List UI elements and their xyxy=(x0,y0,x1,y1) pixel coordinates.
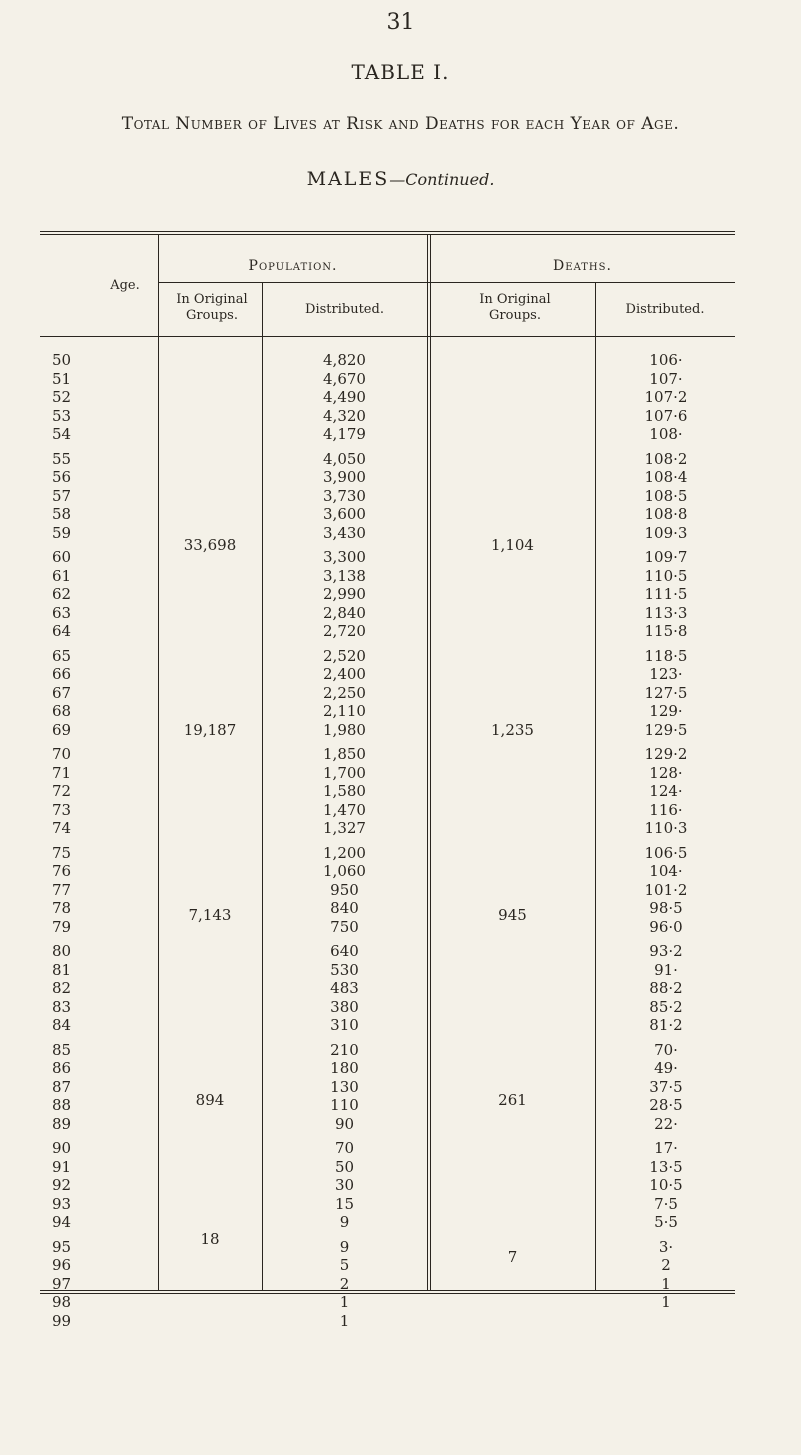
age-cell: 89 xyxy=(52,1114,72,1133)
rule-subheader xyxy=(158,282,735,283)
population-distributed-cell: 1 xyxy=(339,1293,350,1311)
population-distributed-cell: 15 xyxy=(334,1194,355,1213)
population-distributed-cell: 9 xyxy=(339,1213,350,1231)
deaths-distributed-cell: 108·5 xyxy=(644,486,688,505)
deaths-distributed-cell: 104· xyxy=(649,862,683,880)
age-cell: 67 xyxy=(52,683,72,702)
population-distributed-cell: 1,327 xyxy=(323,819,366,837)
deaths-distributed-cell: 96·0 xyxy=(649,917,683,936)
age-cell: 91 xyxy=(52,1157,72,1176)
age-cell: 64 xyxy=(52,622,72,640)
rule-top xyxy=(40,231,735,232)
population-distributed-cell: 3,138 xyxy=(323,566,366,585)
group-pop-original: 33,698 xyxy=(183,536,237,554)
divider-age xyxy=(158,234,159,1290)
column-population-distributed xyxy=(262,351,427,1330)
group-deaths-original: 7 xyxy=(507,1248,518,1266)
deaths-distributed-cell: 109·3 xyxy=(644,523,688,542)
population-distributed-cell: 1,580 xyxy=(323,782,366,800)
population-distributed-cell: 3,300 xyxy=(323,548,366,566)
header-population: Population. xyxy=(248,258,338,274)
age-cell: 51 xyxy=(52,369,72,388)
group-deaths-original: 1,235 xyxy=(491,721,534,739)
deaths-distributed-cell: 107·2 xyxy=(644,388,688,406)
section-label-text: MALES xyxy=(306,168,390,190)
deaths-distributed-cell: 111·5 xyxy=(644,585,688,603)
deaths-distributed-cell: 1 xyxy=(661,1274,671,1293)
population-distributed-cell: 750 xyxy=(330,917,359,936)
deaths-distributed-cell: 106· xyxy=(649,351,683,369)
group-deaths-original: 261 xyxy=(498,1091,527,1109)
population-distributed-cell: 4,050 xyxy=(323,449,366,468)
age-cell: 96 xyxy=(52,1256,72,1274)
age-cell: 62 xyxy=(52,585,72,603)
age-cell: 88 xyxy=(52,1096,72,1114)
population-distributed-cell: 50 xyxy=(334,1157,355,1176)
age-cell: 74 xyxy=(52,819,72,837)
population-distributed-cell: 2,840 xyxy=(323,603,366,622)
population-distributed-cell: 4,490 xyxy=(323,388,366,406)
age-cell: 73 xyxy=(52,800,72,819)
deaths-distributed-cell: 128· xyxy=(649,763,683,782)
age-cell: 81 xyxy=(52,960,72,979)
deaths-distributed-cell: 93·2 xyxy=(649,942,683,960)
population-distributed-cell: 640 xyxy=(330,942,359,960)
age-cell: 79 xyxy=(52,917,72,936)
rule-header-bottom xyxy=(40,336,735,337)
deaths-distributed-cell: 10·5 xyxy=(649,1176,683,1194)
deaths-distributed-cell: 37·5 xyxy=(649,1077,683,1096)
age-cell: 92 xyxy=(52,1176,72,1194)
population-distributed-cell: 1 xyxy=(339,1311,350,1330)
population-distributed-cell: 1,200 xyxy=(323,843,366,862)
population-distributed-cell: 2,250 xyxy=(323,683,366,702)
column-age xyxy=(52,351,112,1330)
population-distributed-cell: 70 xyxy=(334,1139,355,1157)
divider-main xyxy=(427,234,428,1290)
deaths-distributed-cell: 129·5 xyxy=(644,720,688,739)
deaths-distributed-cell: 110·5 xyxy=(644,566,688,585)
population-distributed-cell: 1,700 xyxy=(323,763,366,782)
deaths-distributed-cell: 28·5 xyxy=(649,1096,683,1114)
group-deaths-original: 1,104 xyxy=(491,536,534,554)
table-subtitle: Total Number of Lives at Risk and Deaths for each Year of Age. xyxy=(121,114,680,134)
group-deaths-original: 945 xyxy=(498,906,527,924)
group-pop-original: 18 xyxy=(200,1230,220,1248)
population-distributed-cell: 380 xyxy=(330,997,359,1016)
population-distributed-cell: 2,110 xyxy=(323,702,366,720)
deaths-distributed-cell: 91· xyxy=(654,960,678,979)
population-distributed-cell: 4,670 xyxy=(323,369,366,388)
population-distributed-cell: 1,850 xyxy=(323,745,366,763)
population-distributed-cell: 90 xyxy=(334,1114,355,1133)
deaths-distributed-cell: 22· xyxy=(654,1114,678,1133)
population-distributed-cell: 1,980 xyxy=(323,720,366,739)
population-distributed-cell: 4,179 xyxy=(323,425,366,443)
population-distributed-cell: 5 xyxy=(339,1256,350,1274)
deaths-distributed-cell: 109·7 xyxy=(644,548,688,566)
header-deaths-distributed: Distributed. xyxy=(625,302,705,317)
age-cell: 52 xyxy=(52,388,72,406)
deaths-distributed-cell: 129·2 xyxy=(644,745,688,763)
age-cell: 75 xyxy=(52,843,72,862)
age-cell: 50 xyxy=(52,351,72,369)
deaths-distributed-cell: 124· xyxy=(649,782,683,800)
population-distributed-cell: 1,060 xyxy=(323,862,366,880)
age-cell: 90 xyxy=(52,1139,72,1157)
age-cell: 99 xyxy=(52,1311,72,1330)
population-distributed-cell: 310 xyxy=(330,1016,359,1034)
header-deaths-original: In Original Groups. xyxy=(479,292,551,323)
deaths-distributed-cell: 5·5 xyxy=(654,1213,678,1231)
age-cell: 56 xyxy=(52,468,72,486)
age-cell: 80 xyxy=(52,942,72,960)
age-cell: 59 xyxy=(52,523,72,542)
age-cell: 70 xyxy=(52,745,72,763)
deaths-distributed-cell: 107·6 xyxy=(644,406,688,425)
age-cell: 66 xyxy=(52,665,72,683)
header-deaths: Deaths. xyxy=(553,258,612,274)
header-pop-distributed: Distributed. xyxy=(305,302,384,317)
age-cell: 58 xyxy=(52,505,72,523)
population-distributed-cell: 4,320 xyxy=(323,406,366,425)
section-label-suffix: —Continued. xyxy=(389,170,495,189)
deaths-distributed-cell: 106·5 xyxy=(644,843,688,862)
population-distributed-cell: 130 xyxy=(330,1077,359,1096)
deaths-distributed-cell: 110·3 xyxy=(644,819,688,837)
deaths-distributed-cell: 108·8 xyxy=(644,505,688,523)
age-cell: 82 xyxy=(52,979,72,997)
population-distributed-cell: 3,730 xyxy=(323,486,366,505)
group-pop-original: 894 xyxy=(195,1091,225,1109)
deaths-distributed-cell: 81·2 xyxy=(649,1016,683,1034)
age-cell: 57 xyxy=(52,486,72,505)
age-cell: 55 xyxy=(52,449,72,468)
deaths-distributed-cell: 123· xyxy=(649,665,683,683)
population-distributed-cell: 30 xyxy=(334,1176,355,1194)
deaths-distributed-cell: 88·2 xyxy=(649,979,683,997)
population-distributed-cell: 3,600 xyxy=(323,505,366,523)
population-distributed-cell: 530 xyxy=(330,960,359,979)
deaths-distributed-cell: 108·2 xyxy=(644,449,688,468)
deaths-distributed-cell: 49· xyxy=(654,1059,678,1077)
population-distributed-cell: 9 xyxy=(339,1237,350,1256)
deaths-distributed-cell: 118·5 xyxy=(644,646,688,665)
age-cell: 87 xyxy=(52,1077,72,1096)
population-distributed-cell: 1,470 xyxy=(323,800,366,819)
age-cell: 85 xyxy=(52,1040,72,1059)
age-cell: 95 xyxy=(52,1237,72,1256)
column-deaths-distributed xyxy=(596,351,736,1330)
age-cell: 97 xyxy=(52,1274,72,1293)
deaths-distributed-cell xyxy=(596,1312,736,1331)
deaths-distributed-cell: 116· xyxy=(649,800,683,819)
age-cell: 72 xyxy=(52,782,72,800)
deaths-distributed-cell: 2 xyxy=(661,1256,671,1274)
age-cell: 54 xyxy=(52,425,72,443)
group-pop-original: 19,187 xyxy=(183,721,237,739)
rule-top-second xyxy=(40,234,735,235)
population-distributed-cell: 4,820 xyxy=(323,351,366,369)
deaths-distributed-cell: 113·3 xyxy=(644,603,688,622)
age-cell: 93 xyxy=(52,1194,72,1213)
age-cell: 94 xyxy=(52,1213,72,1231)
population-distributed-cell: 110 xyxy=(330,1096,359,1114)
population-distributed-cell: 2,520 xyxy=(323,646,366,665)
population-distributed-cell: 180 xyxy=(330,1059,359,1077)
deaths-distributed-cell: 127·5 xyxy=(644,683,688,702)
population-distributed-cell: 2,990 xyxy=(323,585,366,603)
age-cell: 53 xyxy=(52,406,72,425)
deaths-distributed-cell: 115·8 xyxy=(644,622,688,640)
age-cell: 76 xyxy=(52,862,72,880)
age-cell: 61 xyxy=(52,566,72,585)
age-cell: 68 xyxy=(52,702,72,720)
deaths-distributed-cell: 1 xyxy=(661,1293,671,1311)
population-distributed-cell: 950 xyxy=(330,880,359,899)
age-cell: 83 xyxy=(52,997,72,1016)
header-age: Age. xyxy=(110,278,140,293)
age-cell: 77 xyxy=(52,880,72,899)
age-cell: 84 xyxy=(52,1016,72,1034)
population-distributed-cell: 2,400 xyxy=(323,665,366,683)
age-cell: 65 xyxy=(52,646,72,665)
deaths-distributed-cell: 7·5 xyxy=(654,1194,678,1213)
age-cell: 71 xyxy=(52,763,72,782)
deaths-distributed-cell: 108·4 xyxy=(644,468,688,486)
group-pop-original: 7,143 xyxy=(188,906,232,924)
divider-main-second xyxy=(430,234,431,1290)
deaths-distributed-cell: 70· xyxy=(654,1040,678,1059)
population-distributed-cell: 483 xyxy=(330,979,359,997)
deaths-distributed-cell: 108· xyxy=(649,425,683,443)
age-cell: 60 xyxy=(52,548,72,566)
population-distributed-cell: 2 xyxy=(339,1274,350,1293)
deaths-distributed-cell: 101·2 xyxy=(644,880,688,899)
age-cell: 63 xyxy=(52,603,72,622)
deaths-distributed-cell: 98·5 xyxy=(649,899,683,917)
table-title: TABLE I. xyxy=(351,60,450,84)
deaths-distributed-cell: 13·5 xyxy=(649,1157,683,1176)
age-cell: 98 xyxy=(52,1293,72,1311)
header-pop-original: In Original Groups. xyxy=(176,292,248,323)
population-distributed-cell: 2,720 xyxy=(323,622,366,640)
population-distributed-cell: 840 xyxy=(330,899,359,917)
deaths-distributed-cell: 3· xyxy=(658,1237,674,1256)
population-distributed-cell: 210 xyxy=(330,1040,359,1059)
age-cell: 86 xyxy=(52,1059,72,1077)
population-distributed-cell: 3,900 xyxy=(323,468,366,486)
age-cell: 69 xyxy=(52,720,72,739)
population-distributed-cell: 3,430 xyxy=(323,523,366,542)
deaths-distributed-cell: 17· xyxy=(654,1139,678,1157)
deaths-distributed-cell: 85·2 xyxy=(649,997,683,1016)
deaths-distributed-cell: 129· xyxy=(649,702,683,720)
page-number: 31 xyxy=(386,10,415,35)
age-cell: 78 xyxy=(52,899,72,917)
deaths-distributed-cell: 107· xyxy=(649,369,683,388)
